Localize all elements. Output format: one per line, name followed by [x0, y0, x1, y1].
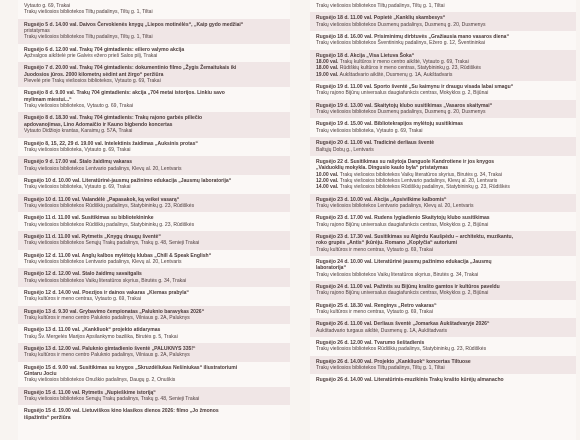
event-bold-text: mylimam miestui...“	[24, 96, 72, 103]
event-entry	[310, 281, 576, 300]
event-detail	[24, 128, 286, 134]
event-bold-text: Rugsėjo 5 d. 14.00 val. Daivos Červokienės knygų „Liepos motinėlės“, „Kaip gydo medžiai“	[24, 21, 244, 28]
event-text: Pievelė prie Trakų viešosios bibliotekos, Vytauto g. 69, Trakai	[24, 78, 161, 85]
event-bold-text: Rugsėjo 11 d. 11.00 val. Susitikimas su bibliotekininke	[24, 215, 154, 222]
event-text: Trakų viešosios bibliotekos Vaikų literatūros skyrius, Birutės g. 34, Trakai	[338, 171, 502, 178]
event-text: Trakų kultūros ir meno centro Paluknio padalinys, Vilniaus g. 2A, Paluknys	[24, 315, 190, 322]
event-text: Trakų viešosios bibliotekos Onuškio padalinys, Daugų g. 2, Onuškis	[24, 377, 176, 384]
event-detail	[316, 184, 572, 190]
event-detail	[24, 53, 286, 59]
event-entry	[18, 0, 290, 19]
event-bold-text: Rugsėjo 9 d. 17.00 val. Stalo žaidimų vakaras	[24, 159, 132, 166]
event-bold-text: Rugsėjo 23 d. 17.30 val. Susitikimas su Algirdu Kaušpėdu – architektu, muzikantu,	[316, 233, 513, 240]
event-text: Rūdiškių kultūros ir meno centras, Statybininkų g. 23, Rūdiškės	[338, 65, 481, 72]
event-entry	[18, 194, 290, 213]
event-entry	[310, 231, 576, 256]
event-bold-text: Rugsėjo 8 d. 9.00 val. Trakų 704 gimtadienis: akcija „704 metai istorijos. Linkiu savo	[24, 90, 225, 97]
event-bold-text: Rugsėjo 24 d. 11.00 val. Pažintis su Bijūnų krašto gamtos ir kultūros paveldu	[316, 284, 500, 290]
event-bold-text: Rugsėjo 10 d. 11.00 val. Valandėlė „Papasakok, ką veikei vasarą“	[24, 196, 180, 203]
event-heading	[24, 415, 286, 421]
event-detail	[24, 184, 286, 190]
event-entry	[18, 231, 290, 250]
event-entry	[310, 337, 576, 356]
event-bold-text: Rugsėjo 20 d. 11.00 val. Tradicinė derliaus šventė	[316, 140, 435, 147]
event-entry	[18, 44, 290, 63]
event-entry	[310, 31, 576, 50]
event-detail	[316, 109, 572, 115]
event-bold-text: Rugsėjo 15 d. 19.00 val. Lietuviškos kino klasikos dienos 2026: filmo „Jo žmonos	[24, 408, 219, 415]
event-detail	[24, 240, 286, 246]
event-bold-text: 19.00 val.	[316, 71, 339, 78]
event-entry	[18, 250, 290, 269]
event-detail	[316, 3, 572, 9]
event-entry	[310, 194, 576, 213]
event-bold-text: Rugsėjo 12 d. 14.00 val. Poezijos ir dainos vakaras „Kiemas prabyla“	[24, 290, 189, 296]
event-text: Trakų viešosios bibliotekos Dusmenų padalinys, Dusmenų g. 20, Dusmenys	[316, 109, 486, 116]
event-text: Trakų kultūros ir meno centras, Vytauto g. 69, Trakai	[316, 309, 433, 316]
event-entry	[18, 343, 290, 362]
event-detail	[24, 352, 286, 358]
event-bold-text: Rugsėjo 13 d. 9.30 val. Grybavimo čempionatas „Paluknio baravykas 2026“	[24, 308, 205, 315]
event-entry	[18, 138, 290, 157]
event-bold-text: Rugsėjo 13 d. 12.00 val. Paluknio gimtadienio šventė „PALUKNYS 335!“	[24, 346, 196, 353]
event-bold-text: Rugsėjo 24 d. 10.00 val. Literatūrinė jausmų pažinimo edukacija „Jausmų	[316, 258, 492, 265]
event-detail	[316, 147, 572, 153]
event-entry	[18, 268, 290, 287]
event-detail	[316, 247, 572, 253]
event-bold-text: Rugsėjo 12 d. 12.00 val. Stalo žaidimų savaitgalis	[24, 271, 142, 278]
event-entry	[18, 19, 290, 44]
event-detail	[24, 147, 286, 153]
event-text: Trakų viešosios biblioteka, Vytauto g. 69, Trakai	[24, 146, 131, 153]
event-text: Trakų viešosios bibliotekos Lentvario padalinys, Klevų al. 20, Lentvaris	[24, 258, 182, 265]
event-text: Trakų viešosios bibliotekos Rūdiškių padalinys, Statybininkų g. 23, Rūdiškės	[24, 202, 195, 209]
event-bold-text: Rugsėjo 26 d. 14.00 val. Projekto „Kankliuok“ koncertas Tiltuose	[316, 358, 471, 365]
event-detail	[24, 166, 286, 172]
event-bold-text: 14.00 val.	[316, 184, 339, 191]
event-bold-text: Rugsėjo 26 d. 11.00 val. Derliaus šventė „Jomarkas Aukštadvaryje 2026“	[316, 321, 490, 328]
event-entry	[310, 0, 576, 12]
event-entry	[310, 300, 576, 319]
event-detail	[24, 203, 286, 209]
event-text: Trakų viešosios bibliotekos Šventininkų padalinys, Ežero g. 12, Šventininkai	[316, 40, 485, 47]
event-entry	[18, 156, 290, 175]
left-event-column	[18, 0, 290, 440]
event-bold-text: Rugsėjo 23 d. 17.00 val. Rudens lygiadienio Skaitytojų klubo susitikimas	[316, 215, 490, 222]
event-detail	[24, 78, 286, 84]
event-entry	[310, 318, 576, 337]
event-text: Aukštadvario aikštė, Dusmenų g. 1A, Aukštadvaris	[338, 71, 453, 78]
event-text: Trakų viešosios bibliotekos Tiltų padalinys, Tiltų g. 1, Tiltai	[316, 3, 445, 9]
event-detail	[316, 346, 572, 352]
event-bold-text: Rugsėjo 19 d. 11.00 val. Sporto šventė „Su kaimynu ir draugu visada labai smagu“	[316, 84, 514, 91]
event-detail	[316, 222, 572, 228]
event-text: Trakų viešosios biblioteka, Vytauto g. 69, Trakai	[316, 127, 423, 134]
event-detail	[24, 315, 286, 321]
event-entry	[18, 87, 290, 112]
event-entry	[310, 356, 576, 375]
event-heading	[316, 377, 572, 383]
event-detail	[316, 90, 572, 96]
event-bold-text: Gintaru Jociu	[24, 371, 57, 378]
event-entry	[310, 100, 576, 119]
event-text: Aukštadvario turgaus aikštė, Dusmenų g. 1A, Aukštadvaris	[316, 327, 448, 334]
event-bold-text: Rugsėjo 25 d. 18.30 val. Renginys „Retro vakaras“	[316, 302, 437, 309]
event-text: Trakų viešosios bibliotekos Dusmenų padalinys, Dusmenų g. 20, Dusmenys	[316, 21, 486, 28]
event-entry	[310, 118, 576, 137]
event-detail	[316, 72, 572, 78]
event-entry	[18, 324, 290, 343]
event-bold-text: Rugsėjo 7 d. 20.00 val. Trakų 704 gimtadienis: dokumentinio filmo „Žygis Žemaitukais iki	[24, 65, 237, 72]
event-detail	[24, 34, 286, 40]
event-text: Trakų rajono Bijūnų universalus daugiafunkcis centras, Mokyklos g. 2, Bijūnai	[316, 90, 489, 97]
event-text: Vytauto Didžiojo krantas, Karaimų g. 57A, Trakai	[24, 128, 133, 135]
event-text: Trakų viešosios bibliotekos Tiltų padalinys, Tiltų g. 1, Tiltai	[24, 9, 153, 16]
event-bold-text: Rugsėjo 13 d. 11.00 val. „Kankliuok“ projekto atidarymas	[24, 327, 161, 334]
event-bold-text: Juodosios jūros. 2000 kilometrų sėdint ant žirgo“ peržiūra	[24, 71, 164, 78]
event-bold-text: išpažintis“ peržiūra	[24, 414, 71, 421]
event-bold-text: Rugsėjo 15 d. 11.00 val. Rytmetis „Nupieškime istoriją“	[24, 389, 156, 396]
event-text: Trakų kultūros ir meno centro aikštė, Vytauto g. 69, Trakai	[338, 59, 469, 66]
event-text: Trakų Šv. Mergelės Marijos Apsilankymo bazilika, Birutės g. 5, Trakai	[24, 333, 178, 340]
event-bold-text: Rugsėjo 8, 15, 22, 29 d. 19.00 val. Intelektinis žaidimas „Auksinis protas“	[24, 140, 198, 147]
event-bold-text: laboratorija“	[316, 265, 347, 272]
event-text: Trakų viešosios biblioteka, Vytauto g. 69, Trakai	[24, 184, 131, 191]
event-detail	[316, 290, 572, 296]
event-text: Trakų viešosios bibliotekos Rūdiškių padalinys, Statybininkų g. 23, Rūdiškės	[24, 221, 195, 228]
event-bold-text: Rugsėjo 11 d. 11.00 val. Rytmetis „Knygų draugų šventė“	[24, 233, 161, 240]
event-detail	[316, 365, 572, 371]
event-entry	[18, 306, 290, 325]
event-bold-text: apdovanojimas, Lino Adomaičio ir Kauno bigbendo koncertas	[24, 121, 173, 128]
event-detail	[24, 296, 286, 302]
event-text: Trakų viešosios bibliotekos Tiltų padalinys, Tiltų g. 1, Tiltai	[316, 365, 445, 372]
event-bold-text: Rugsėjo 12 d. 11.00 val. Anglų kalbos mylėtojų klubas „Chill & Speak English“	[24, 252, 212, 259]
event-text: Trakų viešosios bibliotekos Rūdiškių padalinys, Statybininkų g. 23, Rūdiškės	[338, 184, 510, 191]
event-bold-text: „Vaiduoklių mokykla. Dingusio kaulo byla“ pristatymas	[316, 165, 449, 172]
event-detail	[24, 278, 286, 284]
event-detail	[316, 309, 572, 315]
event-bold-text: Rugsėjo 6 d. 12.00 val. Trakų 704 gimtadienis: eiliero valymo akcija	[24, 46, 185, 53]
event-text: Trakų viešosios bibliotekos Vaikų literatūros skyrius, Birutės g. 34, Trakai	[316, 271, 479, 278]
event-entry	[310, 50, 576, 81]
event-entry	[18, 175, 290, 194]
event-bold-text: roko grupės „Antis“ įkūrėju. Romano „Koplyčia“ autoriumi	[316, 240, 458, 247]
event-bold-text: Rugsėjo 19 d. 13.00 val. Skaitytojų klubo susitikimas „Vasaros skaitymai“	[316, 102, 493, 109]
event-detail	[24, 103, 286, 109]
event-detail	[24, 396, 286, 402]
event-text: Trakų viešosios bibliotekos Senųjų Trakų padalinys, Trakų g. 48, Senieji Trakai	[24, 396, 200, 403]
event-entry	[310, 81, 576, 100]
event-bold-text: Rugsėjo 15 d. 9.00 val. Susitikimas su knygos „Skruzdėliukas Nešiniukas“ iliustratoriumi	[24, 364, 238, 371]
event-detail	[316, 128, 572, 134]
event-entry	[18, 112, 290, 137]
event-text: Trakų rajono Bijūnų universalus daugiafunkcis centras, Mokyklos g. 2, Bijūnai	[316, 221, 489, 228]
event-entry	[18, 212, 290, 231]
event-entry	[18, 405, 290, 424]
event-text: Baltųjų Dobų g., Lentvaris	[316, 146, 374, 153]
event-entry	[18, 62, 290, 87]
event-detail	[24, 222, 286, 228]
event-entry	[18, 362, 290, 387]
event-bold-text: 12.00 val.	[316, 177, 339, 184]
event-detail	[316, 40, 572, 46]
event-detail	[316, 272, 572, 278]
event-text: Trakų kultūros ir meno centras, Vytauto g. 69, Trakai	[24, 296, 141, 303]
event-detail	[316, 203, 572, 209]
event-detail	[316, 22, 572, 28]
event-detail	[24, 377, 286, 383]
event-text: Trakų viešosios bibliotekos Vaikų literatūros skyrius, Birutės g. 34, Trakai	[24, 277, 187, 284]
event-entry	[18, 387, 290, 406]
event-text: Trakų viešosios bibliotekos Tiltų padalinys, Tiltų g. 1, Tiltai	[24, 34, 153, 41]
event-detail	[24, 9, 286, 15]
event-detail	[24, 334, 286, 340]
event-bold-text: 18.00 val.	[316, 65, 339, 72]
event-text: Trakų viešosios bibliotekos Lentvario padalinys, Klevų al. 20, Lentvaris	[316, 202, 474, 209]
event-detail	[316, 328, 572, 334]
event-text: Trakų kultūros ir meno centro Paluknio padalinys, Vilniaus g. 2A, Paluknys	[24, 352, 190, 359]
event-entry	[310, 256, 576, 281]
event-entry	[310, 12, 576, 31]
event-text: Trakų viešosios bibliotekos Rūdiškių padalinys, Statybininkų g. 23, Rūdiškės	[316, 346, 487, 353]
event-bold-text: Rugsėjo 26 d. 14.00 val. Literatūrinis-muzikinis Trakų krašto kūrėjų almanacho	[316, 377, 504, 384]
event-bold-text: 18.00 val.	[316, 59, 339, 66]
event-entry	[310, 156, 576, 194]
event-bold-text: Rugsėjo 18 d. Akcija „Visa Lietuva Šoka“	[316, 52, 415, 59]
event-text: Trakų viešosios bibliotekos Lentvario padalinys, Klevų al. 20, Lentvaris	[24, 165, 182, 172]
event-bold-text: Rugsėjo 18 d. 11.00 val. Popietė „Kanklių skambesys“	[316, 15, 446, 22]
event-bold-text: Rugsėjo 10 d. 10.00 val. Literatūrinė-jausmų pažinimo edukacija „Jausmų laboratorija“	[24, 177, 232, 184]
event-entry	[310, 137, 576, 156]
event-bold-text: Rugsėjo 18 d. 16.00 val. Prisiminimų dirbtuvės „Gražiausia mano vasaros diena“	[316, 34, 509, 41]
event-entry	[310, 212, 576, 231]
event-text: Trakų rajono Bijūnų universalus daugiafunkcis centras, Mokyklos g. 2, Bijūnai	[316, 290, 489, 297]
event-entry	[310, 374, 576, 386]
event-text: Vytauto g. 69, Trakai	[24, 3, 71, 9]
event-text: Trakų viešosios bibliotekos Senųjų Trakų padalinys, Trakų g. 48, Senieji Trakai	[24, 240, 200, 247]
event-text: Trakų kultūros ir meno centras, Vytauto g. 69, Trakai	[316, 246, 433, 253]
event-entry	[18, 287, 290, 306]
event-text: Apžvalgos aikštelė prie Galvės ežero prieš Salos pilį, Trakai	[24, 53, 158, 60]
event-bold-text: Rugsėjo 19 d. 15.00 val. Bibliotekrapijos mylėtojų susitikimas	[316, 121, 463, 128]
event-bold-text: Rugsėjo 8 d. 18.30 val. Trakų 704 gimtadienis: Trakų rajono garbės piliečio	[24, 115, 203, 122]
event-bold-text: 10.00 val.	[316, 171, 339, 178]
event-text: Trakų viešosios bibliotekos Lentvario padalinys, Klevų al. 20, Lentvaris	[338, 177, 498, 184]
event-bold-text: Rugsėjo 26 d. 12.00 val. Tvarumo šeštadienis	[316, 340, 425, 347]
event-text: Trakų viešosios bibliotekos, Vytauto g. 69, Trakai	[24, 103, 134, 110]
event-bold-text: Rugsėjo 23 d. 10.00 val. Akcija „Apsivilkime kalbomis“	[316, 196, 447, 203]
event-detail	[24, 259, 286, 265]
event-bold-text: Rugsėjo 22 d. Susitikimas su rašytoja Danguole Kandrotiene ir jos knygos	[316, 158, 495, 165]
event-text: pristatymas	[24, 28, 50, 35]
right-event-column	[310, 0, 576, 440]
